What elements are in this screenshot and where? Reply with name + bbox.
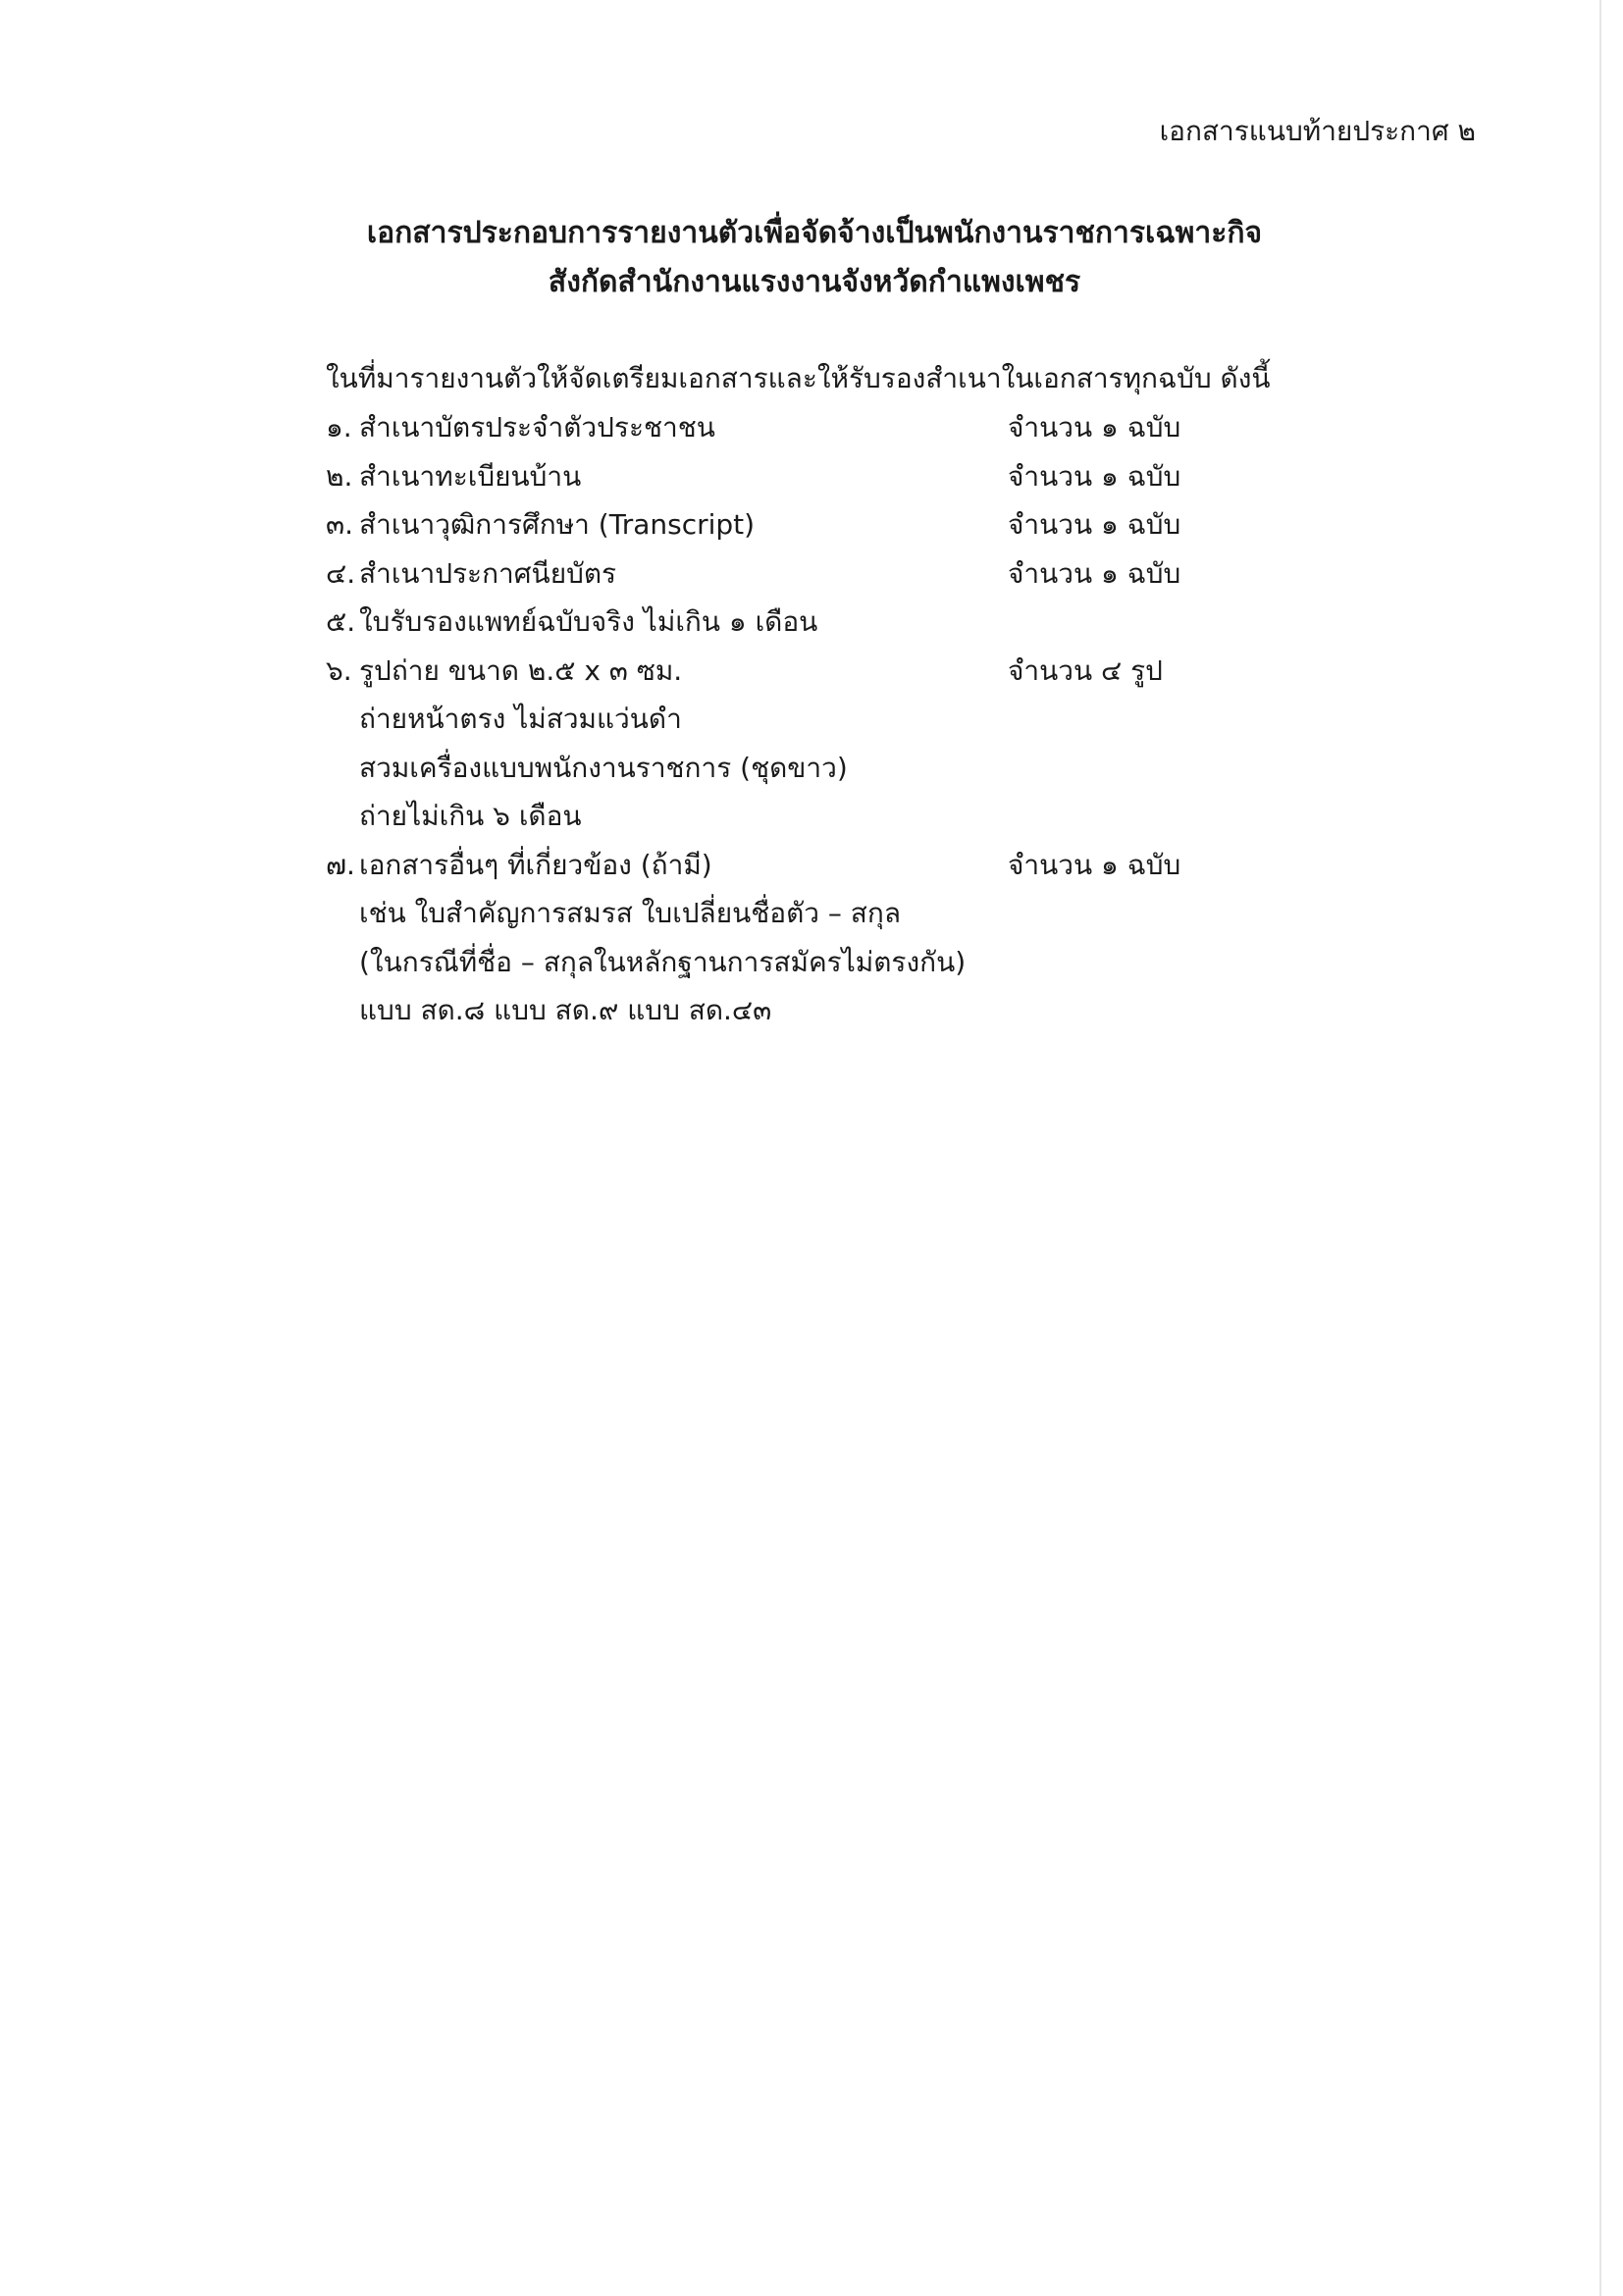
- list-item-continuation: [326, 941, 1307, 990]
- item-text: ใบรับรองแพทย์ฉบับจริง ไม่เกิน ๑ เดือน: [359, 605, 818, 638]
- list-item: [326, 552, 1307, 601]
- list-item-continuation: [326, 747, 1307, 796]
- item-text: สำเนาทะเบียนบ้าน: [359, 459, 582, 493]
- page-edge-line: [1599, 0, 1601, 2296]
- item-text: ถ่ายหน้าตรง ไม่สวมแว่นดำ: [359, 703, 682, 735]
- list-item: [326, 455, 1307, 504]
- item-text: สวมเครื่องแบบพนักงานราชการ (ชุดขาว): [359, 751, 848, 784]
- item-amount: จำนวน ๑ ฉบับ: [1008, 556, 1181, 590]
- item-amount: จำนวน ๑ ฉบับ: [1008, 459, 1181, 493]
- attachment-label: เอกสารแนบท้ายประกาศ ๒: [1159, 115, 1476, 147]
- item-text: (ในกรณีที่ชื่อ – สกุลในหลักฐานการสมัครไม่ตรงกัน): [359, 945, 967, 978]
- list-item-continuation: [326, 795, 1307, 844]
- item-text: สำเนาบัตรประจำตัวประชาชน: [359, 411, 715, 444]
- item-number: ๑.: [326, 411, 352, 444]
- list-item-continuation: [326, 698, 1307, 747]
- list-item: [326, 600, 1307, 650]
- item-number: ๔.: [326, 556, 356, 590]
- item-number: ๕.: [326, 605, 356, 638]
- item-text: สำเนาประกาศนียบัตร: [359, 556, 617, 590]
- item-amount: จำนวน ๑ ฉบับ: [1008, 508, 1181, 541]
- document-list: [326, 406, 1307, 1038]
- list-item: [326, 406, 1307, 455]
- list-item-continuation: [326, 989, 1307, 1038]
- intro-paragraph: ในที่มารายงานตัวให้จัดเตรียมเอกสารและให้รับรองสำเนาในเอกสารทุกฉบับ ดังนี้: [326, 362, 1271, 394]
- item-text: เอกสารอื่นๆ ที่เกี่ยวข้อง (ถ้ามี): [359, 848, 712, 881]
- item-text: รูปถ่าย ขนาด ๒.๕ x ๓ ซม.: [359, 653, 683, 687]
- document-title-line-1: เอกสารประกอบการรายงานตัวเพื่อจัดจ้างเป็นพนักงานราชการเฉพาะกิจ: [366, 216, 1263, 250]
- document-title-line-2: สังกัดสำนักงานแรงงานจังหวัดกำแพงเพชร: [548, 265, 1081, 299]
- item-number: ๓.: [326, 508, 354, 541]
- item-number: ๒.: [326, 459, 353, 493]
- list-item: [326, 650, 1307, 699]
- item-text: เช่น ใบสำคัญการสมรส ใบเปลี่ยนชื่อตัว – สกุล: [359, 897, 901, 929]
- item-text: ถ่ายไม่เกิน ๖ เดือน: [359, 800, 582, 832]
- item-text: สำเนาวุฒิการศึกษา (Transcript): [359, 508, 756, 541]
- item-amount: จำนวน ๑ ฉบับ: [1008, 411, 1181, 444]
- item-number: ๖.: [326, 653, 352, 687]
- item-amount: จำนวน ๔ รูป: [1008, 653, 1163, 687]
- item-number: ๗.: [326, 848, 355, 881]
- list-item: [326, 844, 1307, 893]
- item-amount: จำนวน ๑ ฉบับ: [1008, 848, 1181, 881]
- list-item-continuation: [326, 892, 1307, 941]
- list-item: [326, 503, 1307, 552]
- item-text: แบบ สด.๘ แบบ สด.๙ แบบ สด.๔๓: [359, 994, 772, 1026]
